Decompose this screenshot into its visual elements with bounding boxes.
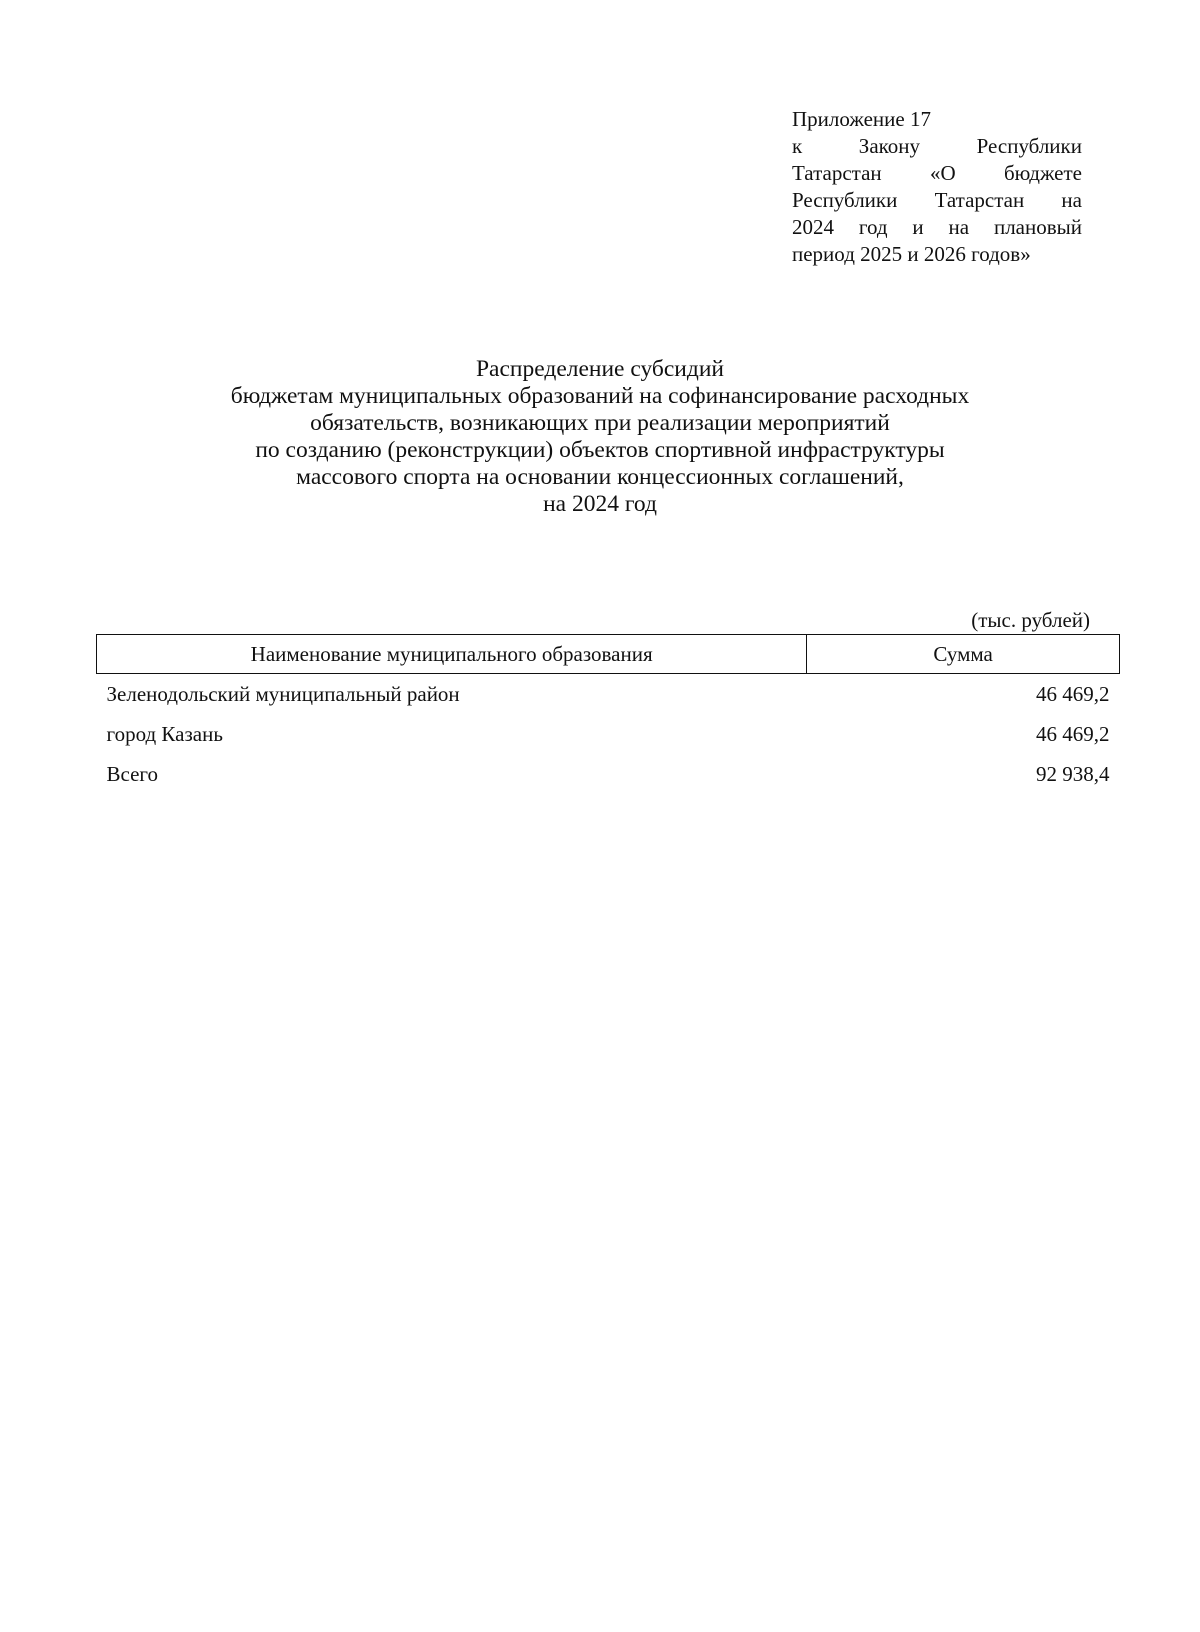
table-header-row [97, 635, 1120, 674]
title-line: бюджетам муниципальных образований на софинансирование расходных [230, 383, 970, 409]
column-header-name: Наименование муниципального образования [97, 635, 807, 674]
appendix-line: Республики Татарстан на [792, 188, 1082, 212]
title-line: по созданию (реконструкции) объектов спортивной инфраструктуры [255, 437, 945, 463]
table-header [97, 635, 1120, 674]
title-line: массового спорта на основании концессионных соглашений, [296, 464, 904, 490]
appendix-reference [792, 106, 1082, 268]
column-header-sum: Сумма [807, 635, 1120, 674]
appendix-line: к Закону Республики [792, 134, 1082, 158]
table-body [97, 674, 1120, 795]
total-amount: 92 938,4 [1036, 761, 1110, 786]
total-label: Всего [106, 761, 158, 786]
table-row-total [97, 754, 1120, 794]
document-title [100, 356, 1100, 518]
subsidy-amount: 46 469,2 [1036, 721, 1110, 746]
title-line: Распределение субсидий [475, 356, 724, 382]
title-line: обязательств, возникающих при реализации мероприятий [310, 410, 890, 436]
appendix-line: период 2025 и 2026 годов» [792, 242, 1031, 266]
municipality-name: Зеленодольский муниципальный район [106, 681, 460, 706]
subsidy-amount: 46 469,2 [1036, 681, 1110, 706]
units-note: (тыс. рублей) [971, 608, 1090, 632]
table-row [97, 714, 1120, 754]
title-line: на 2024 год [543, 491, 657, 517]
appendix-line: Приложение 17 [792, 107, 931, 131]
table-row [97, 674, 1120, 715]
subsidy-table [96, 634, 1120, 794]
municipality-name: город Казань [106, 721, 223, 746]
appendix-line: Татарстан «О бюджете [792, 161, 1082, 185]
appendix-line: 2024 год и на плановый [792, 215, 1082, 239]
